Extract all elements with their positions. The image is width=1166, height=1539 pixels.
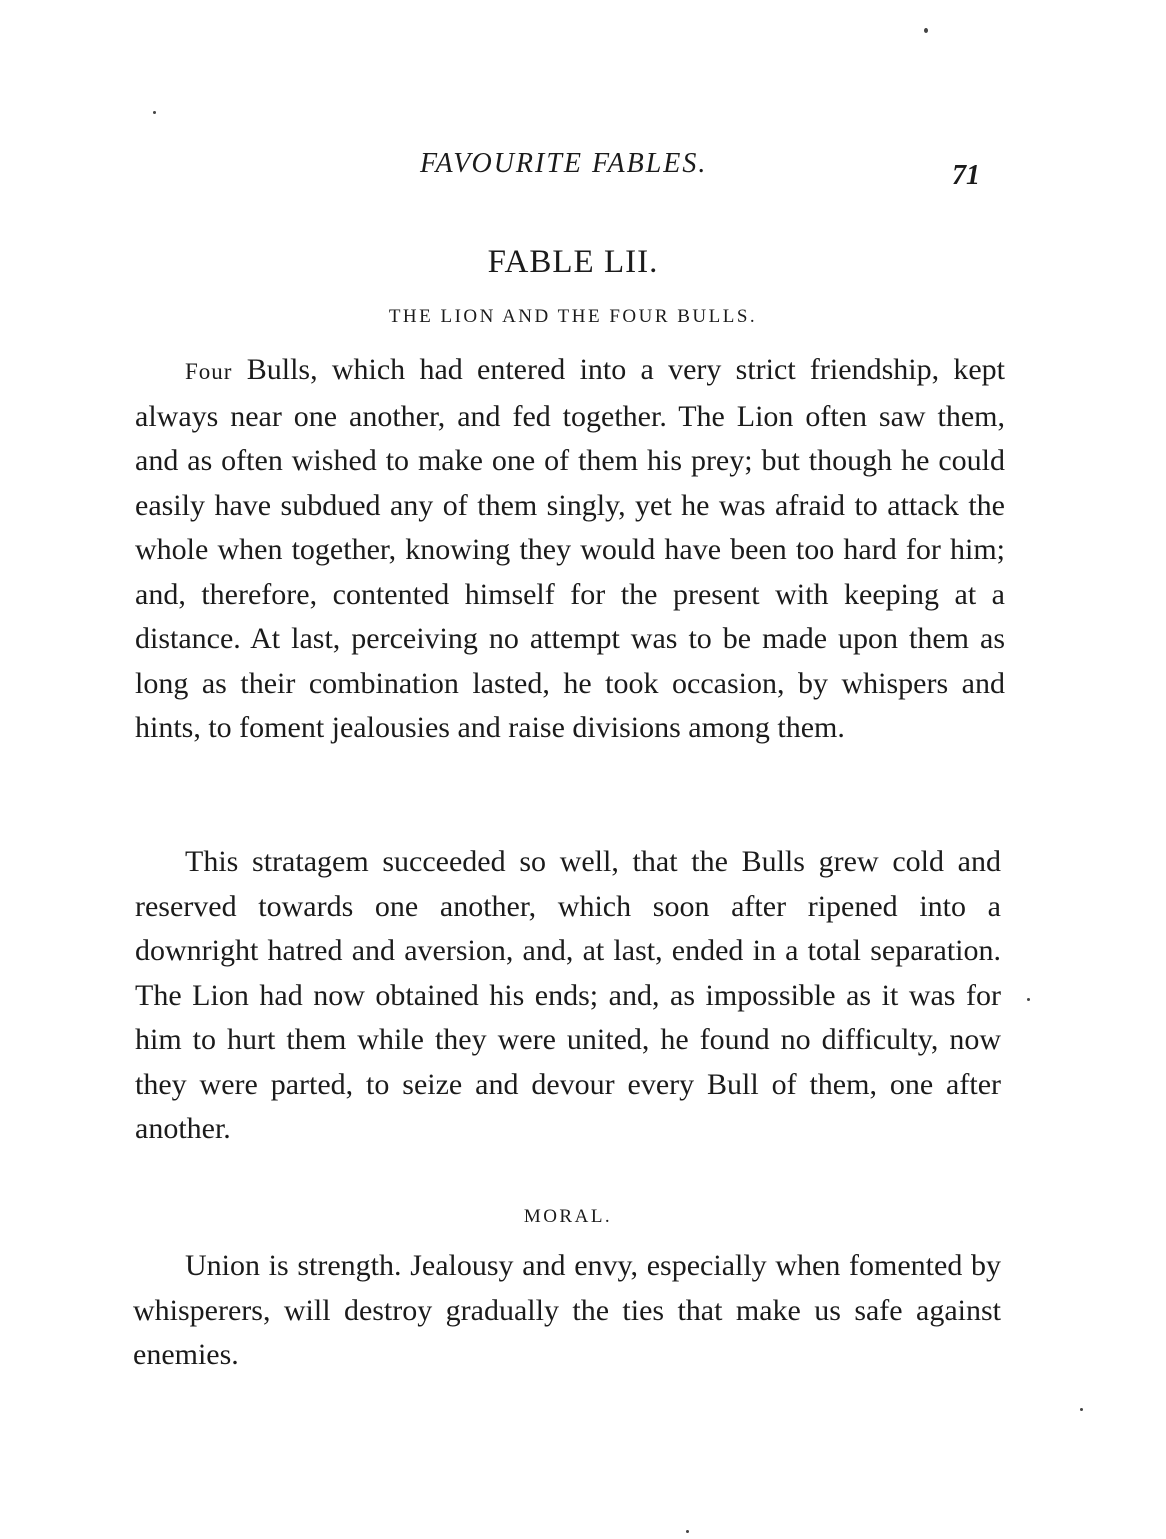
fable-title: FABLE LII. (487, 244, 659, 280)
scan-speck (1080, 1408, 1083, 1411)
running-title: FAVOURITE FABLES. (420, 148, 708, 179)
moral-text-block (133, 1244, 1001, 1378)
fable-subtitle: THE LION AND THE FOUR BULLS. (388, 306, 758, 327)
scan-speck (1027, 998, 1030, 1001)
fable-paragraph-1 (135, 348, 1005, 751)
moral-heading: MORAL. (523, 1206, 613, 1227)
fable-paragraph-2 (135, 840, 1001, 1152)
running-head (0, 148, 1166, 191)
page-number: 71 (952, 160, 980, 191)
paragraph-1-text: Bulls, which had entered into a very strict friendship, kept always near one another, and fed together. The Lion often saw them, and as often wished to make one of them his prey; but though he could easily have subdued any of them singly, yet he was afraid to attack the whole when together, knowing they would have been too hard for him; and, therefore, contented himself for the present with keeping at a distance. At last, perceiving no attempt was to be made upon them as long as their combination lasted, he took occasion, by whispers and hints, to foment jealousies and raise divisions among them. (135, 353, 1005, 744)
paragraph-lead-word: Four (185, 359, 233, 384)
scan-speck (924, 28, 928, 33)
moral-text: Union is strength. Jealousy and envy, especially when fomented by whisperers, will destroy gradually the ties that make us safe against enemies. (133, 1249, 1001, 1371)
scan-speck (686, 1530, 689, 1533)
paragraph-2-text: This stratagem succeeded so well, that the Bulls grew cold and reserved towards one another, which soon after ripened into a downright hatred and aversion, and, at last, ended in a total separation. The Lion had now obtained his ends; and, as impossible as it was for him to hurt them while they were united, he found no difficulty, now they were parted, to seize and devour every Bull of them, one after another. (135, 845, 1001, 1145)
scan-speck (153, 111, 156, 114)
